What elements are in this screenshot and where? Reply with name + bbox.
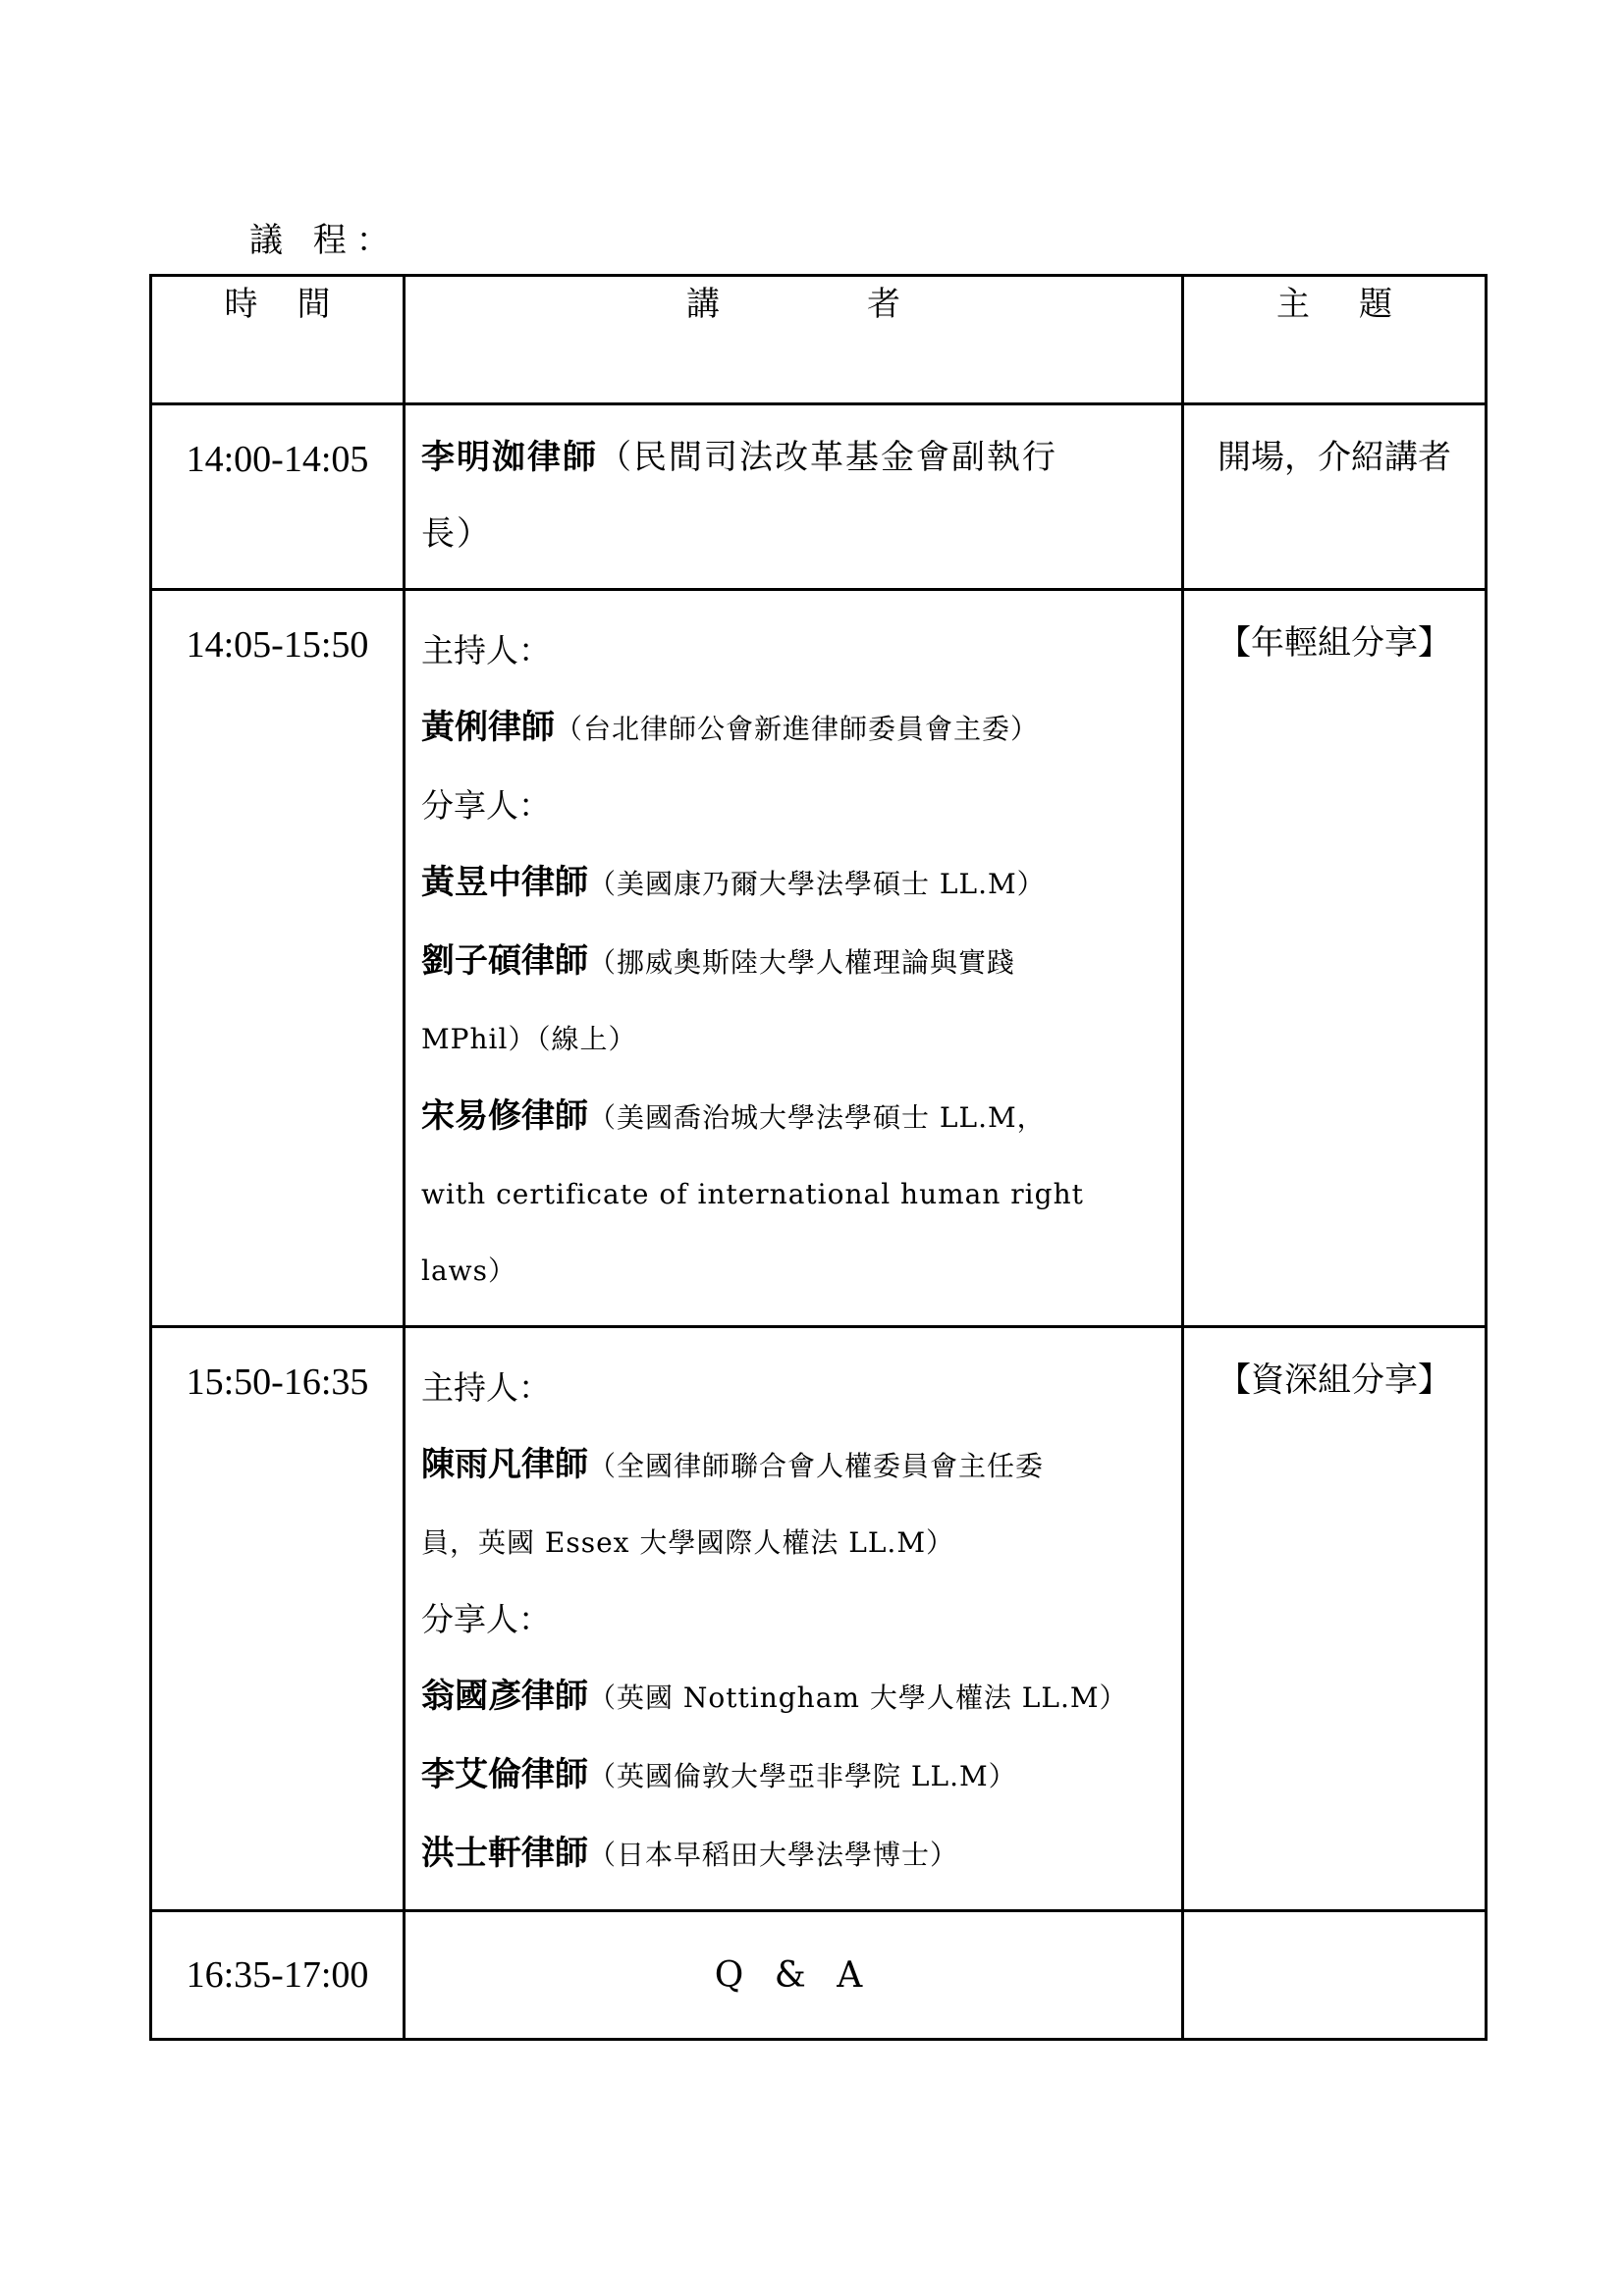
sharer-desc: （挪威奧斯陸大學人權理論與實踐 [588, 946, 1016, 979]
row-topic: 開場，介紹講者 [1183, 404, 1487, 590]
host-desc: （全國律師聯合會人權委員會主任委 [588, 1450, 1045, 1482]
sharer-name: 劉子碩律師 [421, 941, 588, 981]
table-row [151, 404, 1487, 590]
host-line [421, 689, 1165, 768]
row-topic: 【資深組分享】 [1183, 1327, 1487, 1911]
host-desc: （台北律師公會新進律師委員會主委） [555, 713, 1040, 745]
speaker-name: 李明洳律師 [421, 438, 598, 477]
sharer-name: 洪士軒律師 [421, 1834, 588, 1873]
table-row [151, 590, 1487, 1327]
sharer-name: 黃昱中律師 [421, 863, 588, 902]
host-label: 主持人： [421, 1368, 551, 1407]
speaker-desc: （民間司法改革基金會副執行 [598, 438, 1057, 477]
sharer-name: 宋易修律師 [421, 1096, 588, 1136]
sharer-label: 分享人： [421, 786, 551, 825]
sharer-desc: （美國康乃爾大學法學碩士 LL.M） [588, 868, 1046, 900]
row-time: 14:05-15:50 [151, 590, 405, 1327]
host-desc-cont: 員，英國 Essex 大學國際人權法 LL.M） [421, 1526, 954, 1559]
host-label: 主持人： [421, 631, 551, 669]
table-row [151, 1911, 1487, 2040]
row-time: 16:35-17:00 [151, 1911, 405, 2040]
sharer-name: 李艾倫律師 [421, 1755, 588, 1794]
sharer-name: 翁國彥律師 [421, 1677, 588, 1716]
host-line [421, 1426, 1165, 1505]
host-name: 黃俐律師 [421, 708, 555, 747]
sharer-desc-cont: laws） [421, 1255, 516, 1287]
sharer-line [421, 1078, 1165, 1156]
row-speaker: Q & A [405, 1911, 1183, 2040]
agenda-heading: 議 程： [249, 221, 400, 260]
table-row [151, 1327, 1487, 1911]
row-time: 14:00-14:05 [151, 404, 405, 590]
sharer-desc: （英國 Nottingham 大學人權法 LL.M） [588, 1682, 1128, 1714]
header-topic: 主題 [1183, 276, 1487, 404]
row-time: 15:50-16:35 [151, 1327, 405, 1911]
table-header-row [151, 276, 1487, 404]
opening-line [421, 419, 1165, 496]
sharer-line [421, 1736, 1165, 1815]
host-name: 陳雨凡律師 [421, 1445, 588, 1484]
agenda-table [149, 274, 1488, 2041]
row-topic: 【年輕組分享】 [1183, 590, 1487, 1327]
header-speaker: 講者 [405, 276, 1183, 404]
sharer-desc: （日本早稻田大學法學博士） [588, 1839, 959, 1871]
sharer-label: 分享人： [421, 1600, 551, 1638]
sharer-line [421, 923, 1165, 1001]
row-speaker [405, 1327, 1183, 1911]
speaker-desc-cont: 長） [421, 514, 492, 554]
sharer-desc-cont: MPhil）（線上） [421, 1023, 637, 1055]
row-speaker [405, 590, 1183, 1327]
sharer-desc: （美國喬治城大學法學碩士 LL.M， [588, 1101, 1046, 1134]
header-time: 時間 [151, 276, 405, 404]
row-topic [1183, 1911, 1487, 2040]
sharer-line [421, 1815, 1165, 1894]
sharer-desc: （英國倫敦大學亞非學院 LL.M） [588, 1760, 1017, 1792]
sharer-line [421, 844, 1165, 923]
sharer-desc-cont: with certificate of international human right [421, 1178, 1084, 1210]
row-speaker [405, 404, 1183, 590]
sharer-line [421, 1658, 1165, 1736]
